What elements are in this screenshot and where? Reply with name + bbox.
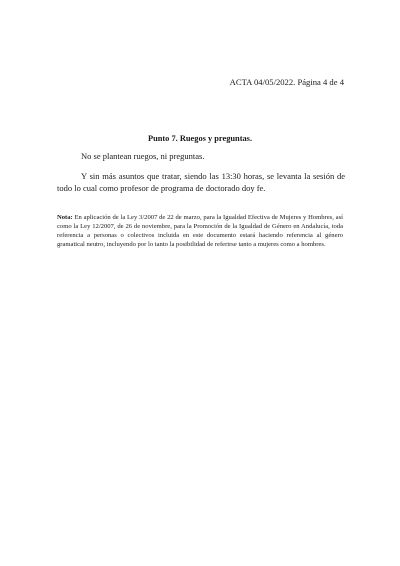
section-title: Punto 7. Ruegos y preguntas. <box>147 134 253 143</box>
note-text: En aplicación de la Ley 3/2007 de 22 de marzo, para la Igualdad Efectiva de Mujeres y Hombres, así como la Ley 12/2007, de 26 de noviembre, para la Promoción de la Igualdad de Género en Andalucía, toda referencia a personas o colectivos incluida en este documento estará haciendo referencia al género gramatical neutro, incluyendo por lo tanto la posibilidad de referirse tanto a mujeres como a hombres. <box>57 214 343 248</box>
paragraph-no-questions: No se plantean ruegos, ni preguntas. <box>81 151 205 161</box>
legal-note <box>57 214 343 250</box>
note-label: Nota: <box>57 214 73 221</box>
page-header: ACTA 04/05/2022. Página 4 de 4 <box>229 77 344 87</box>
paragraph-closing: Y sin más asuntos que tratar, siendo las 13:30 horas, se levanta la sesión de todo lo cual como profesor de programa de doctorado doy fe. <box>57 171 345 193</box>
